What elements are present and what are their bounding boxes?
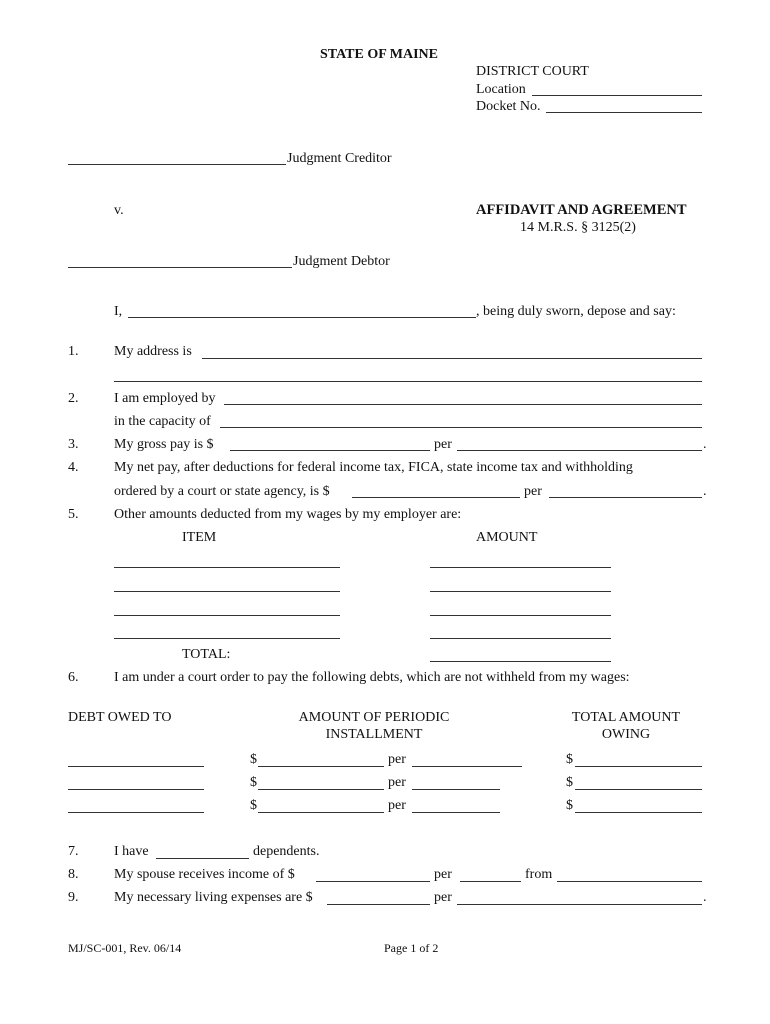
deduction-amount-field[interactable] xyxy=(430,567,611,568)
item-number-5: 5. xyxy=(68,507,79,522)
debtor-field[interactable] xyxy=(68,267,292,268)
item-number-7: 7. xyxy=(68,844,79,859)
deduction-item-field[interactable] xyxy=(114,567,340,568)
location-label: Location xyxy=(476,82,526,97)
intro-i: I, xyxy=(114,304,123,319)
amount-column-header: AMOUNT xyxy=(476,530,538,545)
deduction-amount-field[interactable] xyxy=(430,615,611,616)
installment-amount-field[interactable] xyxy=(258,766,384,767)
item-number-4: 4. xyxy=(68,460,79,475)
document-title: AFFIDAVIT AND AGREEMENT xyxy=(476,202,687,218)
installment-header-line2: INSTALLMENT xyxy=(325,727,423,742)
living-period-dot: . xyxy=(703,890,707,905)
dependents-count-field[interactable] xyxy=(156,858,249,859)
spouse-from-label: from xyxy=(525,867,553,882)
item-number-6: 6. xyxy=(68,670,79,685)
owing-amount-field[interactable] xyxy=(575,812,702,813)
debt-creditor-field[interactable] xyxy=(68,812,204,813)
dependents-label-pre: I have xyxy=(114,844,149,859)
item-number-3: 3. xyxy=(68,437,79,452)
installment-amount-field[interactable] xyxy=(258,812,384,813)
address-field-1[interactable] xyxy=(202,358,702,359)
installment-dollar: $ xyxy=(250,752,257,767)
total-label: TOTAL: xyxy=(182,647,231,662)
net-pay-label: ordered by a court or state agency, is $ xyxy=(114,484,330,499)
address-field-2[interactable] xyxy=(114,381,702,382)
deduction-item-field[interactable] xyxy=(114,638,340,639)
owing-amount-field[interactable] xyxy=(575,789,702,790)
employer-label: I am employed by xyxy=(114,391,216,406)
net-pay-text: My net pay, after deductions for federal income tax, FICA, state income tax and withholding xyxy=(114,460,633,475)
statute-reference: 14 M.R.S. § 3125(2) xyxy=(520,220,636,235)
item-number-9: 9. xyxy=(68,890,79,905)
form-id: MJ/SC-001, Rev. 06/14 xyxy=(68,941,182,955)
living-period-field[interactable] xyxy=(457,904,702,905)
installment-per: per xyxy=(388,775,406,790)
creditor-label: Judgment Creditor xyxy=(287,151,392,166)
gross-pay-field[interactable] xyxy=(230,450,430,451)
spouse-income-label: My spouse receives income of $ xyxy=(114,867,295,882)
installment-period-field[interactable] xyxy=(412,766,522,767)
debt-creditor-field[interactable] xyxy=(68,789,204,790)
owing-dollar: $ xyxy=(566,752,573,767)
capacity-field[interactable] xyxy=(220,427,702,428)
intro-sworn-text: , being duly sworn, depose and say: xyxy=(476,304,676,319)
spouse-income-field[interactable] xyxy=(316,881,430,882)
net-pay-field[interactable] xyxy=(352,497,520,498)
item-column-header: ITEM xyxy=(182,530,217,545)
installment-period-field[interactable] xyxy=(412,812,500,813)
deduction-item-field[interactable] xyxy=(114,591,340,592)
net-period-dot: . xyxy=(703,484,707,499)
deduction-item-field[interactable] xyxy=(114,615,340,616)
location-field[interactable] xyxy=(532,95,702,96)
employer-field[interactable] xyxy=(224,404,702,405)
spouse-period-field[interactable] xyxy=(460,881,521,882)
installment-per: per xyxy=(388,752,406,767)
item-number-2: 2. xyxy=(68,391,79,406)
owing-dollar: $ xyxy=(566,798,573,813)
installment-amount-field[interactable] xyxy=(258,789,384,790)
deduction-amount-field[interactable] xyxy=(430,591,611,592)
deduction-amount-field[interactable] xyxy=(430,638,611,639)
docket-label: Docket No. xyxy=(476,99,541,114)
debt-creditor-field[interactable] xyxy=(68,766,204,767)
debt-owed-header: DEBT OWED TO xyxy=(68,710,172,725)
living-expenses-label: My necessary living expenses are $ xyxy=(114,890,313,905)
installment-per: per xyxy=(388,798,406,813)
deduction-total-field[interactable] xyxy=(430,661,611,662)
court-order-text: I am under a court order to pay the following debts, which are not withheld from my wages: xyxy=(114,670,630,685)
other-deductions-label: Other amounts deducted from my wages by my employer are: xyxy=(114,507,462,522)
total-owing-header-line2: OWING xyxy=(601,727,651,742)
living-per-label: per xyxy=(434,890,452,905)
spouse-per-label: per xyxy=(434,867,452,882)
capacity-label: in the capacity of xyxy=(114,414,211,429)
affiant-name-field[interactable] xyxy=(128,317,476,318)
net-per-label: per xyxy=(524,484,542,499)
net-period-field[interactable] xyxy=(549,497,702,498)
gross-pay-label: My gross pay is $ xyxy=(114,437,214,452)
spouse-source-field[interactable] xyxy=(557,881,702,882)
installment-period-field[interactable] xyxy=(412,789,500,790)
gross-period-field[interactable] xyxy=(457,450,702,451)
address-label: My address is xyxy=(114,344,192,359)
item-number-8: 8. xyxy=(68,867,79,882)
page-number: Page 1 of 2 xyxy=(384,941,439,955)
owing-amount-field[interactable] xyxy=(575,766,702,767)
living-expenses-field[interactable] xyxy=(327,904,430,905)
dependents-label-post: dependents. xyxy=(253,844,320,859)
item-number-1: 1. xyxy=(68,344,79,359)
installment-header-line1: AMOUNT OF PERIODIC xyxy=(298,710,450,725)
court-name: DISTRICT COURT xyxy=(476,64,589,79)
versus-label: v. xyxy=(114,203,124,218)
state-heading: STATE OF MAINE xyxy=(320,47,438,62)
gross-per-label: per xyxy=(434,437,452,452)
debtor-label: Judgment Debtor xyxy=(293,254,390,269)
installment-dollar: $ xyxy=(250,775,257,790)
installment-dollar: $ xyxy=(250,798,257,813)
gross-period-dot: . xyxy=(703,437,707,452)
owing-dollar: $ xyxy=(566,775,573,790)
docket-field[interactable] xyxy=(546,112,702,113)
creditor-field[interactable] xyxy=(68,164,286,165)
total-owing-header-line1: TOTAL AMOUNT xyxy=(571,710,681,725)
